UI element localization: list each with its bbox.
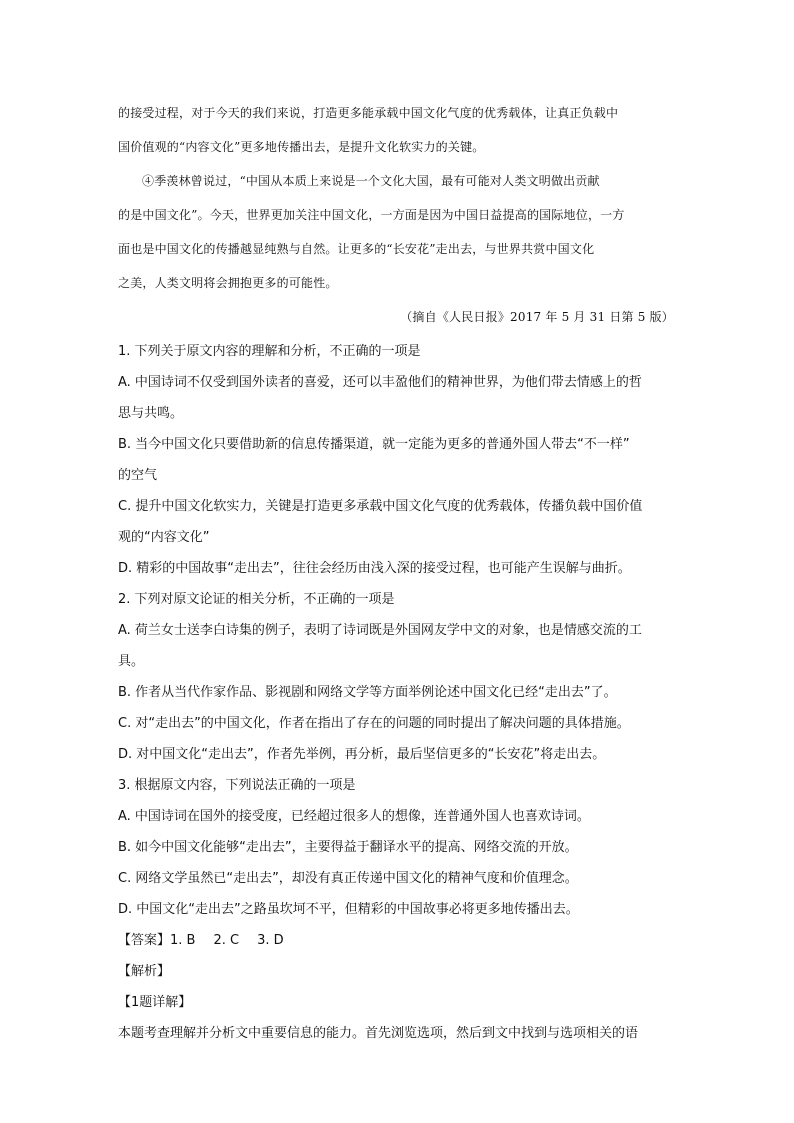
answer-line (118, 925, 674, 956)
option-c: C. 对“走出去”的中国文化，作者在指出了存在的问题的同时提出了解决问题的具体措施。 (118, 716, 630, 731)
option-b: B. 如今中国文化能够“走出去”，主要得益于翻译水平的提高、网络交流的开放。 (118, 840, 578, 855)
analysis-text: 本题考查理解并分析文中重要信息的能力。首先浏览选项，然后到文中找到与选项相关的语 (118, 1026, 639, 1041)
answer-1: 1. B (170, 933, 196, 948)
passage-paragraph-3 (118, 96, 674, 164)
question-stem: 2. 下列对原文论证的相关分析，不正确的一项是 (118, 592, 395, 607)
option-d: D. 中国文化“走出去”之路虽坎坷不平，但精彩的中国故事必将更多地传播出去。 (118, 902, 579, 917)
answer-3: 3. D (257, 933, 284, 948)
passage-source: （摘自《人民日报》2017 年 5 月 31 日第 5 版） (400, 310, 674, 324)
passage-paragraph-4 (118, 164, 674, 300)
option-c: C. 网络文学虽然已“走出去”，却没有真正传递中国文化的精神气度和价值理念。 (118, 871, 578, 886)
question-stem: 1. 下列关于原文内容的理解和分析，不正确的一项是 (118, 344, 421, 359)
passage-line: 之美，人类文明将会拥抱更多的可能性。 (118, 276, 338, 290)
option-d: D. 精彩的中国故事“走出去”，往往会经历由浅入深的接受过程，也可能产生误解与曲折。 (118, 561, 631, 576)
answer-2: 2. C (213, 933, 240, 948)
passage-line: 国价值观的“内容文化”更多地传播出去，是提升文化软实力的关键。 (118, 140, 485, 154)
questions (118, 336, 674, 1049)
passage-line: ④季羡林曾说过，“中国从本质上来说是一个文化大国，最有可能对人类文明做出贡献 (142, 174, 600, 188)
option-a: A. 中国诗词在国外的接受度，已经超过很多人的想像，连普通外国人也喜欢诗词。 (118, 809, 590, 824)
passage-line: 面也是中国文化的传播越显纯熟与自然。让更多的“长安花”走出去，与世界共赏中国文化 (118, 242, 595, 256)
option-a: A. 荷兰女士送李白诗集的例子，表明了诗词既是外国网友学中文的对象，也是情感交流的工 具。 (118, 623, 642, 669)
option-d: D. 对中国文化“走出去”，作者先举例，再分析，最后坚信更多的“长安花”将走出去。 (118, 747, 606, 762)
option-c: C. 提升中国文化软实力，关键是打造更多承载中国文化气度的优秀载体，传播负载中国价值 观的“内容文化” (118, 499, 643, 545)
passage (118, 96, 674, 334)
analysis-tag: 【解析】 (118, 964, 171, 979)
question-stem: 3. 根据原文内容，下列说法正确的一项是 (118, 778, 356, 793)
option-a: A. 中国诗词不仅受到国外读者的喜爱，还可以丰盈他们的精神世界，为他们带去情感上的哲 思与共鸣。 (118, 375, 642, 421)
analysis-detail-tag: 【1题详解】 (118, 995, 192, 1010)
option-b: B. 当今中国文化只要借助新的信息传播渠道，就一定能为更多的普通外国人带去“不一样” 的空气 (118, 437, 630, 483)
option-b: B. 作者从当代作家作品、影视剧和网络文学等方面举例论述中国文化已经“走出去”了。 (118, 685, 617, 700)
passage-line: 的是中国文化”。今天，世界更加关注中国文化，一方面是因为中国日益提高的国际地位，一方 (118, 208, 625, 222)
document-page (118, 96, 674, 1049)
passage-line: 的接受过程，对于今天的我们来说，打造更多能承载中国文化气度的优秀载体，让真正负载中 (118, 106, 619, 120)
answer-tag: 【答案】 (118, 933, 171, 948)
